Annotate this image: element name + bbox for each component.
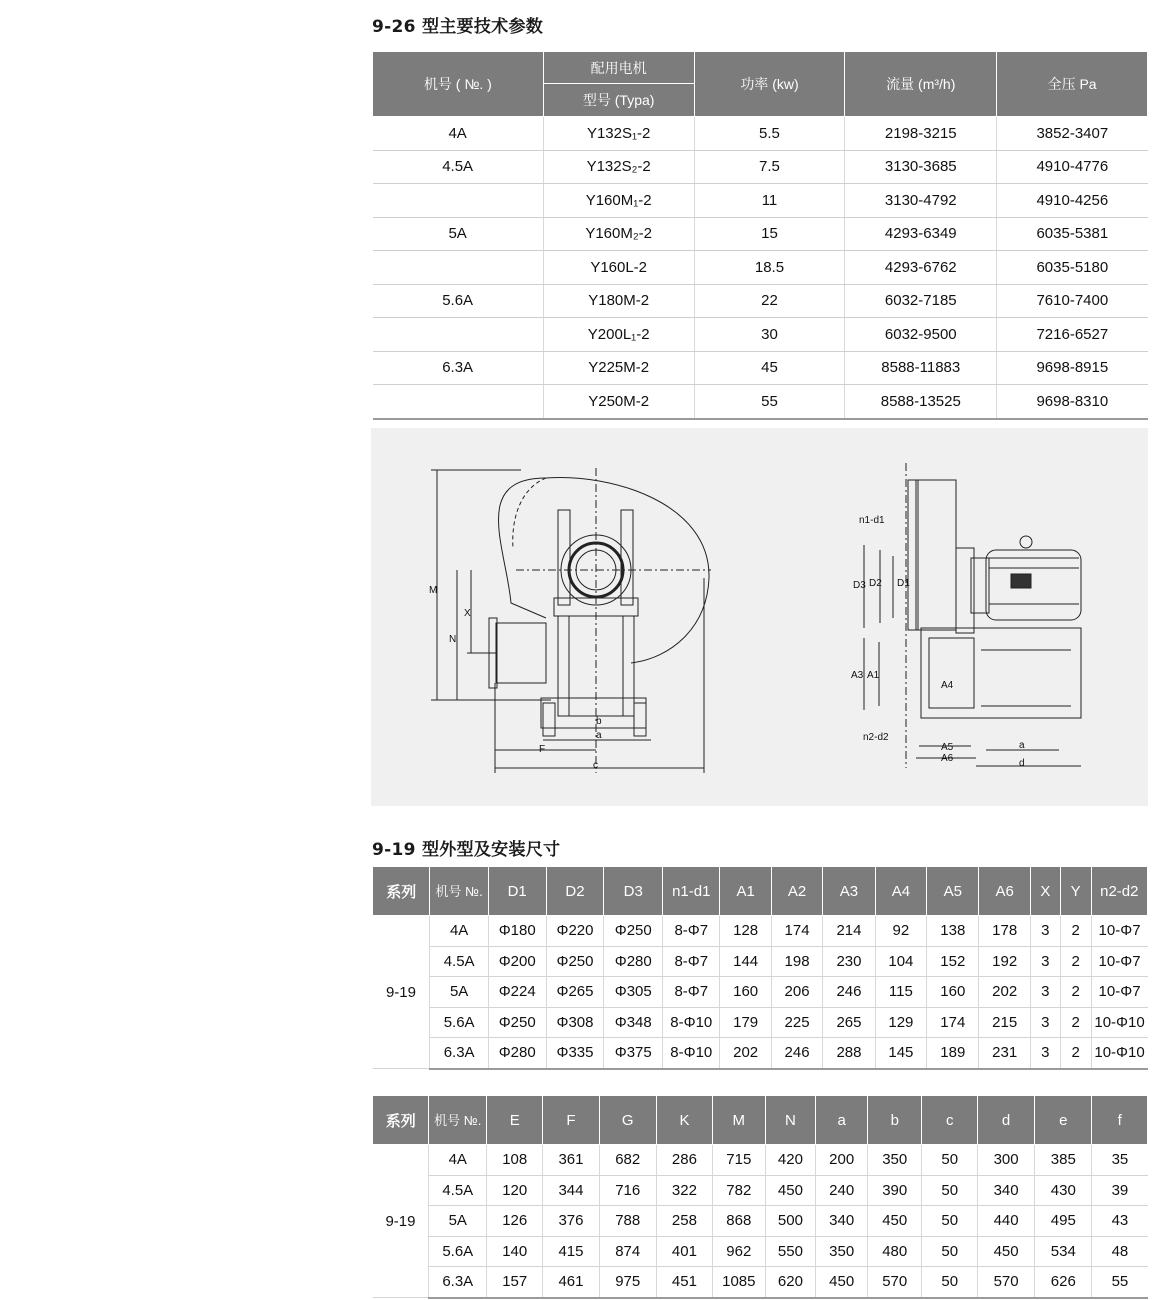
table-cell: Φ224: [488, 977, 546, 1008]
table-cell: 2: [1060, 1038, 1091, 1069]
side-motor-body: [986, 550, 1081, 620]
cell-flow: 6032-9500: [845, 318, 997, 352]
side-motor-eyebolt: [1020, 536, 1032, 548]
label-A3: A3: [851, 670, 864, 681]
table-cell: Φ250: [488, 1007, 546, 1038]
cell-flow: 8588-13525: [845, 385, 997, 419]
table-row: [373, 977, 1148, 1008]
cell-model: 4A: [373, 117, 544, 151]
table-cell: 50: [922, 1175, 978, 1206]
series-cell: 9-19: [373, 1145, 429, 1298]
label-A4: A4: [941, 680, 954, 691]
table-cell: 376: [543, 1206, 599, 1237]
header-3: D2: [546, 867, 604, 916]
table-cell: 265: [823, 1007, 875, 1038]
base-foot-left: [543, 703, 555, 736]
table-cell: 4.5A: [430, 946, 488, 977]
table-cell: Φ180: [488, 916, 546, 947]
header-5: n1-d1: [663, 867, 720, 916]
table-cell: 258: [656, 1206, 712, 1237]
base-frame: [541, 698, 646, 728]
section-title-dimensions: 9-19 型外型及安装尺寸: [372, 840, 561, 860]
table-cell: 6.3A: [430, 1038, 488, 1069]
header-6: M: [713, 1096, 765, 1145]
table-cell: Φ250: [546, 946, 604, 977]
table-cell: 10-Φ10: [1091, 1007, 1147, 1038]
cell-power: 30: [694, 318, 845, 352]
table-cell: 461: [543, 1267, 599, 1298]
table-cell: 230: [823, 946, 875, 977]
table-cell: 626: [1035, 1267, 1092, 1298]
table-cell: 8-Φ7: [663, 946, 720, 977]
cell-flow: 4293-6762: [845, 251, 997, 285]
table-cell: 2: [1060, 946, 1091, 977]
table-cell: 286: [656, 1145, 712, 1176]
table-cell: Φ280: [604, 946, 663, 977]
cell-motor: Y160L-2: [543, 251, 694, 285]
table-cell: Φ375: [604, 1038, 663, 1069]
section-title-performance: 9-26 型主要技术参数: [372, 17, 544, 37]
table-cell: 2: [1060, 977, 1091, 1008]
cell-pressure: 6035-5180: [997, 251, 1148, 285]
table-cell: 534: [1035, 1236, 1092, 1267]
table-cell: 350: [868, 1145, 922, 1176]
header-12: e: [1035, 1096, 1092, 1145]
table-cell: 385: [1035, 1145, 1092, 1176]
table-cell: 3: [1030, 916, 1060, 947]
cell-model: [373, 385, 544, 419]
header-3: F: [543, 1096, 599, 1145]
table-cell: 5A: [430, 977, 488, 1008]
cell-motor: Y160M₂-2: [543, 217, 694, 251]
table-cell: 962: [713, 1236, 765, 1267]
label-M: M: [429, 585, 438, 596]
series-cell: 9-19: [373, 916, 430, 1069]
table-row: [373, 1007, 1148, 1038]
label-D3: D3: [853, 580, 866, 591]
table-cell: 874: [599, 1236, 656, 1267]
label-b: b: [596, 716, 602, 727]
volute-left-curve: [499, 478, 547, 618]
cell-power: 55: [694, 385, 845, 419]
cell-power: 18.5: [694, 251, 845, 285]
table-row: [373, 1267, 1148, 1298]
cell-power: 22: [694, 284, 845, 318]
base-foot-right: [634, 703, 646, 736]
table-cell: 174: [771, 916, 822, 947]
table-cell: 104: [875, 946, 926, 977]
header-1: 机号 №.: [429, 1096, 487, 1145]
table-row: [373, 1038, 1148, 1069]
table-cell: 10-Φ7: [1091, 946, 1147, 977]
table-row: [373, 1145, 1148, 1176]
label-a: a: [596, 730, 602, 741]
dimensions-table-1: [372, 866, 1148, 1070]
table-cell: 138: [927, 916, 979, 947]
cell-motor: Y200L₁-2: [543, 318, 694, 352]
table-cell: 92: [875, 916, 926, 947]
table-cell: 8-Φ10: [663, 1007, 720, 1038]
table-row: [373, 318, 1148, 352]
header-model-no: 机号 ( №. ): [373, 52, 544, 117]
cell-power: 15: [694, 217, 845, 251]
table-cell: 10-Φ7: [1091, 977, 1147, 1008]
table-cell: 340: [978, 1175, 1035, 1206]
cell-flow: 3130-3685: [845, 150, 997, 184]
header-7: A2: [771, 867, 822, 916]
table-cell: 550: [765, 1236, 816, 1267]
header-11: A6: [979, 867, 1030, 916]
table-cell: 430: [1035, 1175, 1092, 1206]
outlet-duct: [496, 623, 546, 683]
table-row: [373, 916, 1148, 947]
table-cell: 206: [771, 977, 822, 1008]
table-cell: 2: [1060, 1007, 1091, 1038]
header-10: A5: [927, 867, 979, 916]
table-cell: 231: [979, 1038, 1030, 1069]
header-9: b: [868, 1096, 922, 1145]
table-cell: 10-Φ7: [1091, 916, 1147, 947]
performance-table: [372, 51, 1148, 420]
table-cell: 225: [771, 1007, 822, 1038]
header-pressure: 全压 Pa: [997, 52, 1148, 117]
header-2: E: [487, 1096, 543, 1145]
table-cell: 140: [487, 1236, 543, 1267]
cell-pressure: 4910-4256: [997, 184, 1148, 218]
fan-installation-drawing: [371, 428, 1148, 806]
table-cell: 4A: [430, 916, 488, 947]
table-cell: Φ335: [546, 1038, 604, 1069]
table-cell: 214: [823, 916, 875, 947]
table-cell: 129: [875, 1007, 926, 1038]
table-cell: 50: [922, 1145, 978, 1176]
header-motor-type: 型号 (Typa): [543, 84, 694, 117]
table-row: [373, 351, 1148, 385]
label-D1: D1: [897, 578, 910, 589]
cell-motor: Y160M₁-2: [543, 184, 694, 218]
table-cell: Φ308: [546, 1007, 604, 1038]
table-cell: 198: [771, 946, 822, 977]
table-row: [373, 385, 1148, 419]
header-1: 机号 №.: [430, 867, 488, 916]
table-cell: 179: [720, 1007, 771, 1038]
table-cell: 3: [1030, 1007, 1060, 1038]
table-cell: 415: [543, 1236, 599, 1267]
table-cell: 8-Φ10: [663, 1038, 720, 1069]
cell-model: [373, 318, 544, 352]
table-cell: 144: [720, 946, 771, 977]
table-cell: 189: [927, 1038, 979, 1069]
table-cell: 4.5A: [429, 1175, 487, 1206]
table-cell: 495: [1035, 1206, 1092, 1237]
cell-flow: 6032-7185: [845, 284, 997, 318]
table-cell: 35: [1092, 1145, 1148, 1176]
cell-motor: Y250M-2: [543, 385, 694, 419]
cell-pressure: 7610-7400: [997, 284, 1148, 318]
label-c: c: [593, 760, 598, 771]
label-d: d: [1019, 758, 1025, 769]
table-cell: 450: [765, 1175, 816, 1206]
table-cell: 50: [922, 1206, 978, 1237]
table-cell: 480: [868, 1236, 922, 1267]
table-cell: 215: [979, 1007, 1030, 1038]
cell-pressure: 3852-3407: [997, 117, 1148, 151]
label-a-side: a: [1019, 740, 1025, 751]
table-cell: 200: [816, 1145, 868, 1176]
header-12: X: [1030, 867, 1060, 916]
cell-model: 4.5A: [373, 150, 544, 184]
cell-motor: Y180M-2: [543, 284, 694, 318]
header-8: a: [816, 1096, 868, 1145]
table-cell: Φ200: [488, 946, 546, 977]
label-N: N: [449, 634, 457, 645]
table-cell: 300: [978, 1145, 1035, 1176]
right-bracket: [621, 510, 633, 605]
table-cell: 174: [927, 1007, 979, 1038]
cell-power: 7.5: [694, 150, 845, 184]
cell-model: 6.3A: [373, 351, 544, 385]
table-row: [373, 184, 1148, 218]
table-cell: 246: [771, 1038, 822, 1069]
table-cell: 48: [1092, 1236, 1148, 1267]
dimensions-table-2: [372, 1095, 1148, 1299]
table-cell: 350: [816, 1236, 868, 1267]
table-cell: 788: [599, 1206, 656, 1237]
table-cell: 8-Φ7: [663, 916, 720, 947]
table-cell: 5.6A: [430, 1007, 488, 1038]
header-6: A1: [720, 867, 771, 916]
header-11: d: [978, 1096, 1035, 1145]
side-inlet-box: [929, 638, 974, 708]
table-cell: 202: [979, 977, 1030, 1008]
cell-flow: 2198-3215: [845, 117, 997, 151]
cell-power: 45: [694, 351, 845, 385]
table-cell: 8-Φ7: [663, 977, 720, 1008]
table-cell: 145: [875, 1038, 926, 1069]
table-cell: 570: [978, 1267, 1035, 1298]
side-housing: [916, 480, 956, 630]
cell-pressure: 9698-8310: [997, 385, 1148, 419]
table-cell: 450: [978, 1236, 1035, 1267]
table-cell: 108: [487, 1145, 543, 1176]
table-cell: 240: [816, 1175, 868, 1206]
side-motor-terminal: [1011, 574, 1031, 588]
table-cell: 401: [656, 1236, 712, 1267]
header-power: 功率 (kw): [694, 52, 845, 117]
header-13: f: [1092, 1096, 1148, 1145]
cell-motor: Y132S₂-2: [543, 150, 694, 184]
table-cell: Φ220: [546, 916, 604, 947]
table-cell: 975: [599, 1267, 656, 1298]
label-D2: D2: [869, 578, 882, 589]
table-cell: 2: [1060, 916, 1091, 947]
table-cell: 440: [978, 1206, 1035, 1237]
header-4: D3: [604, 867, 663, 916]
table-cell: 10-Φ10: [1091, 1038, 1147, 1069]
table-cell: 6.3A: [429, 1267, 487, 1298]
label-F: F: [539, 744, 546, 755]
table-cell: 3: [1030, 946, 1060, 977]
header-13: Y: [1060, 867, 1091, 916]
cell-flow: 3130-4792: [845, 184, 997, 218]
table-cell: 246: [823, 977, 875, 1008]
label-A6: A6: [941, 753, 954, 764]
table-cell: 682: [599, 1145, 656, 1176]
table-cell: 202: [720, 1038, 771, 1069]
table-cell: 868: [713, 1206, 765, 1237]
table-cell: Φ305: [604, 977, 663, 1008]
label-n2-d2: n2-d2: [863, 732, 889, 743]
table-row: [373, 284, 1148, 318]
header-5: K: [656, 1096, 712, 1145]
table-cell: 344: [543, 1175, 599, 1206]
table-row: [373, 150, 1148, 184]
table-cell: 288: [823, 1038, 875, 1069]
table-cell: 43: [1092, 1206, 1148, 1237]
cell-power: 11: [694, 184, 845, 218]
table-cell: Φ265: [546, 977, 604, 1008]
table-cell: 115: [875, 977, 926, 1008]
table-cell: 450: [868, 1206, 922, 1237]
table-row: [373, 946, 1148, 977]
table-row: [373, 217, 1148, 251]
table-cell: 500: [765, 1206, 816, 1237]
table-cell: 390: [868, 1175, 922, 1206]
cell-model: [373, 251, 544, 285]
table-cell: 5.6A: [429, 1236, 487, 1267]
table-cell: 340: [816, 1206, 868, 1237]
cell-model: 5A: [373, 217, 544, 251]
header-0: 系列: [373, 867, 430, 916]
volute-dashed: [513, 478, 546, 548]
cell-flow: 8588-11883: [845, 351, 997, 385]
label-X: X: [464, 608, 471, 619]
cell-model: 5.6A: [373, 284, 544, 318]
table-row: [373, 1236, 1148, 1267]
table-cell: 361: [543, 1145, 599, 1176]
table-cell: 128: [720, 916, 771, 947]
table-cell: 322: [656, 1175, 712, 1206]
table-cell: 126: [487, 1206, 543, 1237]
cell-pressure: 9698-8915: [997, 351, 1148, 385]
table-cell: Φ348: [604, 1007, 663, 1038]
table-row: [373, 251, 1148, 285]
header-motor-group: 配用电机: [543, 52, 694, 84]
table-cell: 50: [922, 1267, 978, 1298]
header-flow: 流量 (m³/h): [845, 52, 997, 117]
table-cell: 716: [599, 1175, 656, 1206]
table-cell: 782: [713, 1175, 765, 1206]
table-cell: 570: [868, 1267, 922, 1298]
header-14: n2-d2: [1091, 867, 1147, 916]
table-cell: 450: [816, 1267, 868, 1298]
table-cell: 192: [979, 946, 1030, 977]
cell-power: 5.5: [694, 117, 845, 151]
label-A5: A5: [941, 742, 954, 753]
table-cell: 4A: [429, 1145, 487, 1176]
table-cell: 120: [487, 1175, 543, 1206]
table-cell: Φ280: [488, 1038, 546, 1069]
cell-flow: 4293-6349: [845, 217, 997, 251]
table-row: [373, 1175, 1148, 1206]
table-cell: 178: [979, 916, 1030, 947]
table-cell: 451: [656, 1267, 712, 1298]
table-cell: 5A: [429, 1206, 487, 1237]
table-cell: 420: [765, 1145, 816, 1176]
table-cell: 50: [922, 1236, 978, 1267]
table-cell: 3: [1030, 1038, 1060, 1069]
table-cell: 3: [1030, 977, 1060, 1008]
table-row: [373, 117, 1148, 151]
label-n1-d1: n1-d1: [859, 515, 885, 526]
header-4: G: [599, 1096, 656, 1145]
table-cell: Φ250: [604, 916, 663, 947]
table-cell: 39: [1092, 1175, 1148, 1206]
table-row: [373, 1206, 1148, 1237]
table-cell: 55: [1092, 1267, 1148, 1298]
table-cell: 620: [765, 1267, 816, 1298]
table-cell: 157: [487, 1267, 543, 1298]
header-7: N: [765, 1096, 816, 1145]
table-cell: 152: [927, 946, 979, 977]
cell-motor: Y225M-2: [543, 351, 694, 385]
side-base: [921, 628, 1081, 718]
table-cell: 1085: [713, 1267, 765, 1298]
table-cell: 160: [927, 977, 979, 1008]
drawing-svg: [371, 428, 1148, 806]
cell-model: [373, 184, 544, 218]
cell-pressure: 4910-4776: [997, 150, 1148, 184]
header-10: c: [922, 1096, 978, 1145]
header-9: A4: [875, 867, 926, 916]
cell-motor: Y132S₁-2: [543, 117, 694, 151]
table-cell: 160: [720, 977, 771, 1008]
label-A1: A1: [867, 670, 880, 681]
cell-pressure: 6035-5381: [997, 217, 1148, 251]
header-2: D1: [488, 867, 546, 916]
header-0: 系列: [373, 1096, 429, 1145]
cell-pressure: 7216-6527: [997, 318, 1148, 352]
header-8: A3: [823, 867, 875, 916]
table-cell: 715: [713, 1145, 765, 1176]
